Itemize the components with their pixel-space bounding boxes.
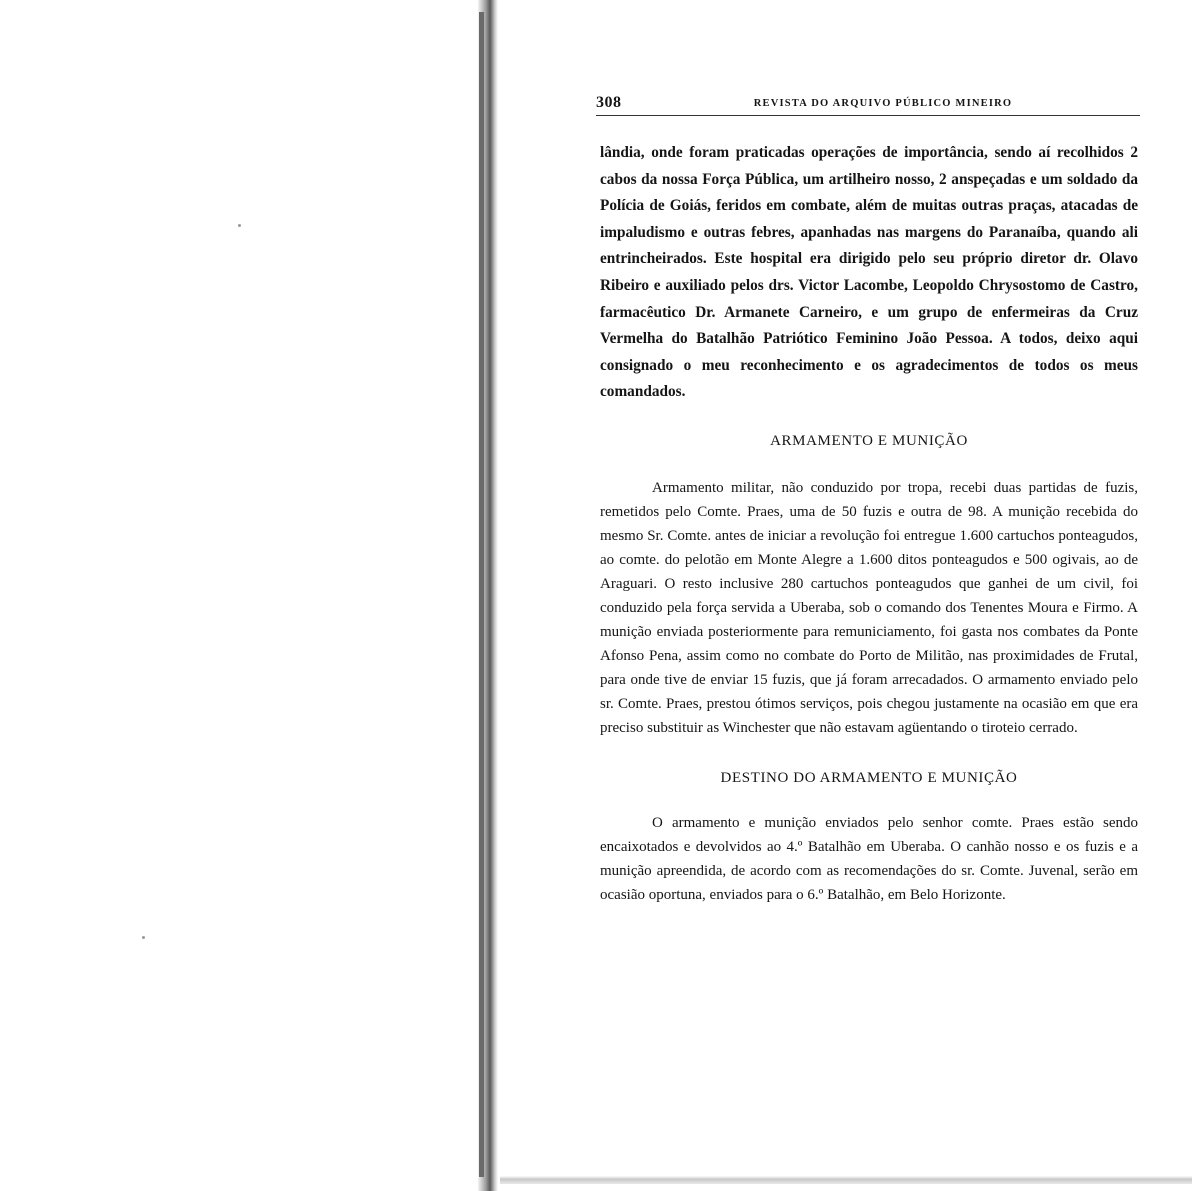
running-head: REVISTA DO ARQUIVO PÚBLICO MINEIRO — [753, 98, 1013, 109]
page-header — [596, 93, 1140, 116]
page-body — [600, 140, 1138, 907]
paragraph-destino: O armamento e munição enviados pelo senhor comte. Praes estão sendo encaixotados e devolvidos ao 4.º Batalhão em Uberaba. O canhão nosso e os fuzis e a munição apreendida, de acordo com as recomendações do sr. Comte. Juvenal, serão em ocasião oportuna, enviados para o 6.º Batalhão, em Belo Horizonte. — [600, 814, 1138, 903]
paragraph-hospital: lândia, onde foram praticadas operações de importância, sendo aí recolhidos 2 cabos da nossa Força Pública, um artilheiro nosso, 2 anspeçadas e um soldado da Polícia de Goiás, feridos em combate, além de muitas outras praças, atacadas de impaludismo e outras febres, apanhadas nas margens do Paranaíba, quando ali entrincheirados. Este hospital era dirigido pelo seu próprio diretor dr. Olavo Ribeiro e auxiliado pelos drs. Victor Lacombe, Leopoldo Chrysostomo de Castro, farmacêutico Dr. Armanete Carneiro, e um grupo de enfermeiras da Cruz Vermelha do Batalhão Patriótico Feminino João Pessoa. A todos, deixo aqui consignado o meu reconhecimento e os agradecimentos de todos os meus comandados. — [600, 144, 1138, 401]
left-blank-page — [0, 0, 478, 1191]
paragraph-armamento: Armamento militar, não conduzido por tropa, recebi duas partidas de fuzis, remetidos pelo Comte. Praes, uma de 50 fuzis e outra de 98. A munição recebida do mesmo Sr. Comte. antes de iniciar a revolução foi entregue 1.600 cartuchos ponteagudos, ao comte. do pelotão em Monte Alegre a 1.600 ditos ponteagudos e 500 ogivais, ao de Araguari. O resto inclusive 280 cartuchos ponteagudos que ganhei de um civil, foi conduzido pela força servida a Uberaba, sob o comando dos Tenentes Moura e Firmo. A munição enviada posteriormente para remuniciamento, foi gasta nos combates da Ponte Afonso Pena, assim como no combate do Porto de Militão, nas proximidades de Frutal, para onde tive de enviar 15 fuzis, que já foram arrecadados. O armamento enviado pelo sr. Comte. Praes, prestou ótimos serviços, pois chegou justamente na ocasião em que era preciso substituir as Winchester que não estavam agüentando o tiroteio cerrado. — [600, 479, 1138, 736]
page-number: 308 — [596, 94, 622, 111]
book-spine-shadow — [479, 12, 484, 1177]
page-speck — [142, 936, 145, 939]
page-bottom-edge — [500, 1176, 1192, 1184]
section-heading-destino: DESTINO DO ARMAMENTO E MUNIÇÃO — [720, 769, 1018, 786]
page-speck — [238, 224, 241, 227]
section-heading-armamento: ARMAMENTO E MUNIÇÃO — [770, 432, 968, 449]
